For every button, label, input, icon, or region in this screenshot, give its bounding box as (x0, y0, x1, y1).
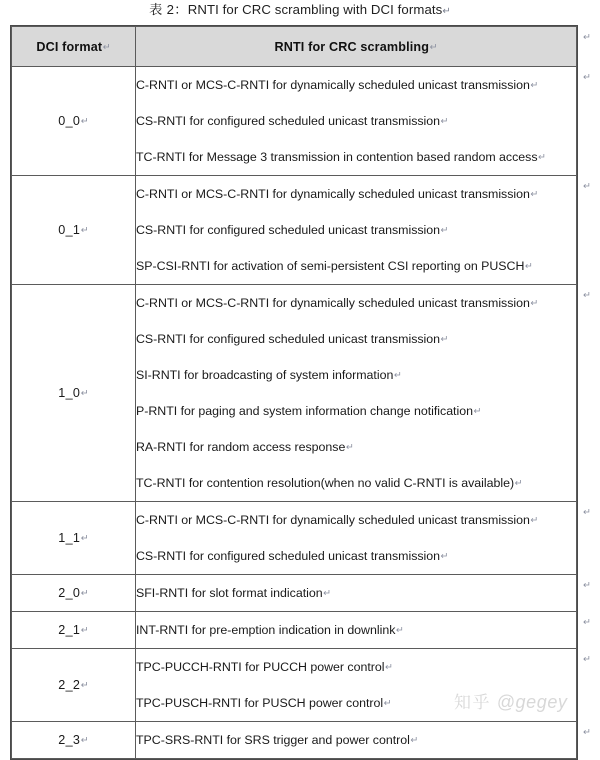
cell-rnti-list (136, 285, 577, 502)
column-header-dci-format-label: DCI format (36, 39, 103, 54)
rnti-text: RA-RNTI for random access response (136, 440, 346, 454)
pilcrow-icon: ↵ (442, 6, 451, 17)
pilcrow-icon: ↵ (80, 680, 89, 691)
rnti-text: C-RNTI or MCS-C-RNTI for dynamically scheduled unicast transmission (136, 513, 530, 527)
pilcrow-icon: ↵ (323, 588, 332, 599)
cell-dci-format (12, 575, 136, 612)
pilcrow-icon: ↵ (429, 41, 438, 53)
cell-rnti-list (136, 612, 577, 649)
rnti-list-item (136, 612, 576, 648)
cell-dci-format (12, 67, 136, 176)
rnti-list-item (136, 248, 576, 284)
rnti-text: CS-RNTI for configured scheduled unicast transmission (136, 223, 441, 237)
pilcrow-icon: ↵ (583, 653, 591, 665)
pilcrow-icon: ↵ (583, 616, 591, 628)
pilcrow-icon: ↵ (80, 225, 89, 236)
table-row (12, 575, 577, 612)
table-header-row (12, 27, 577, 67)
rnti-list-item (136, 465, 576, 501)
pilcrow-icon: ↵ (514, 478, 523, 489)
pilcrow-icon: ↵ (393, 370, 402, 381)
rnti-list (136, 649, 576, 721)
table-row (12, 649, 577, 722)
caption-text: RNTI for CRC scrambling with DCI formats (187, 2, 443, 17)
pilcrow-icon: ↵ (395, 625, 404, 636)
table-body (12, 67, 577, 759)
pilcrow-icon: ↵ (440, 225, 449, 236)
rnti-text: TC-RNTI for Message 3 transmission in contention based random access (136, 150, 538, 164)
rnti-list (136, 285, 576, 501)
caption-label: 表 2： (149, 2, 188, 17)
pilcrow-icon: ↵ (530, 189, 539, 200)
pilcrow-icon: ↵ (440, 334, 449, 345)
cell-dci-format (12, 612, 136, 649)
rnti-text: CS-RNTI for configured scheduled unicast transmission (136, 332, 441, 346)
rnti-text: CS-RNTI for configured scheduled unicast transmission (136, 114, 441, 128)
rnti-list-item (136, 685, 576, 721)
rnti-text: TC-RNTI for contention resolution(when no valid C-RNTI is available) (136, 476, 515, 490)
pilcrow-icon: ↵ (80, 735, 89, 746)
rnti-list-item (136, 649, 576, 685)
pilcrow-icon: ↵ (538, 152, 546, 163)
table-row (12, 176, 577, 285)
rnti-text: SP-CSI-RNTI for activation of semi-persistent CSI reporting on PUSCH (136, 259, 525, 273)
column-header-dci-format (12, 27, 136, 67)
rnti-table-container (10, 25, 578, 760)
rnti-text: C-RNTI or MCS-C-RNTI for dynamically scheduled unicast transmission (136, 296, 530, 310)
table-row (12, 612, 577, 649)
pilcrow-icon: ↵ (80, 533, 89, 544)
rnti-list (136, 176, 576, 284)
pilcrow-icon: ↵ (583, 71, 591, 83)
cell-dci-format (12, 176, 136, 285)
dci-format-value: 0_1 (58, 223, 81, 237)
pilcrow-icon: ↵ (345, 442, 354, 453)
rnti-text: P-RNTI for paging and system information change notification (136, 404, 473, 418)
rnti-list-item (136, 176, 576, 212)
rnti-list (136, 575, 576, 611)
rnti-list-item (136, 575, 576, 611)
column-header-rnti (136, 27, 577, 67)
pilcrow-icon: ↵ (530, 515, 539, 526)
watermark-site-label: 知乎 (454, 693, 491, 712)
rnti-list-item (136, 429, 576, 465)
pilcrow-icon: ↵ (383, 698, 392, 709)
pilcrow-icon: ↵ (530, 80, 539, 91)
rnti-list-item (136, 103, 576, 139)
pilcrow-icon: ↵ (80, 625, 89, 636)
rnti-list-item (136, 393, 576, 429)
pilcrow-icon: ↵ (440, 551, 449, 562)
cell-dci-format (12, 649, 136, 722)
pilcrow-icon: ↵ (80, 116, 89, 127)
rnti-text: TPC-PUSCH-RNTI for PUSCH power control (136, 696, 384, 710)
cell-rnti-list (136, 649, 577, 722)
dci-format-value: 2_1 (58, 623, 81, 637)
rnti-list-item (136, 722, 576, 758)
rnti-text: INT-RNTI for pre-emption indication in downlink (136, 623, 396, 637)
pilcrow-icon: ↵ (530, 298, 539, 309)
pilcrow-icon: ↵ (102, 41, 111, 53)
dci-format-value: 2_0 (58, 586, 81, 600)
pilcrow-icon: ↵ (524, 261, 533, 272)
cell-rnti-list (136, 176, 577, 285)
dci-format-value: 1_1 (58, 531, 81, 545)
rnti-list-item (136, 321, 576, 357)
column-header-rnti-label: RNTI for CRC scrambling (274, 39, 430, 54)
table-header (12, 27, 577, 67)
rnti-list-item (136, 538, 576, 574)
margin-paragraph-marks (580, 25, 600, 739)
pilcrow-icon: ↵ (80, 588, 89, 599)
dci-format-value: 1_0 (58, 386, 81, 400)
rnti-list-item (136, 285, 576, 321)
pilcrow-icon: ↵ (583, 180, 591, 192)
rnti-list (136, 612, 576, 648)
rnti-text: CS-RNTI for configured scheduled unicast transmission (136, 549, 441, 563)
cell-rnti-list (136, 502, 577, 575)
cell-rnti-list (136, 67, 577, 176)
table-row (12, 502, 577, 575)
rnti-text: C-RNTI or MCS-C-RNTI for dynamically scheduled unicast transmission (136, 187, 530, 201)
dci-format-value: 0_0 (58, 114, 81, 128)
rnti-list-item (136, 502, 576, 538)
rnti-text: SFI-RNTI for slot format indication (136, 586, 323, 600)
watermark-handle: @gegey (496, 692, 568, 712)
table-caption (0, 1, 600, 21)
cell-dci-format (12, 502, 136, 575)
pilcrow-icon: ↵ (583, 289, 591, 301)
pilcrow-icon: ↵ (583, 579, 591, 591)
pilcrow-icon: ↵ (583, 726, 591, 738)
rnti-dci-table (11, 26, 577, 759)
rnti-text: TPC-PUCCH-RNTI for PUCCH power control (136, 660, 385, 674)
cell-dci-format (12, 285, 136, 502)
dci-format-value: 2_2 (58, 678, 81, 692)
rnti-list-item (136, 139, 576, 175)
rnti-list-item (136, 357, 576, 393)
dci-format-value: 2_3 (58, 733, 81, 747)
rnti-list-item (136, 212, 576, 248)
rnti-list-item (136, 67, 576, 103)
pilcrow-icon: ↵ (410, 735, 419, 746)
pilcrow-icon: ↵ (384, 662, 393, 673)
pilcrow-icon: ↵ (440, 116, 449, 127)
table-row (12, 722, 577, 759)
table-row (12, 67, 577, 176)
rnti-text: C-RNTI or MCS-C-RNTI for dynamically scheduled unicast transmission (136, 78, 530, 92)
pilcrow-icon: ↵ (80, 388, 89, 399)
table-row (12, 285, 577, 502)
cell-dci-format (12, 722, 136, 759)
cell-rnti-list (136, 722, 577, 759)
rnti-list (136, 67, 576, 175)
pilcrow-icon: ↵ (473, 406, 482, 417)
pilcrow-icon: ↵ (583, 506, 591, 518)
pilcrow-icon: ↵ (583, 31, 591, 43)
rnti-text: SI-RNTI for broadcasting of system information (136, 368, 394, 382)
rnti-list (136, 502, 576, 574)
cell-rnti-list (136, 575, 577, 612)
rnti-list (136, 722, 576, 758)
rnti-text: TPC-SRS-RNTI for SRS trigger and power control (136, 733, 410, 747)
